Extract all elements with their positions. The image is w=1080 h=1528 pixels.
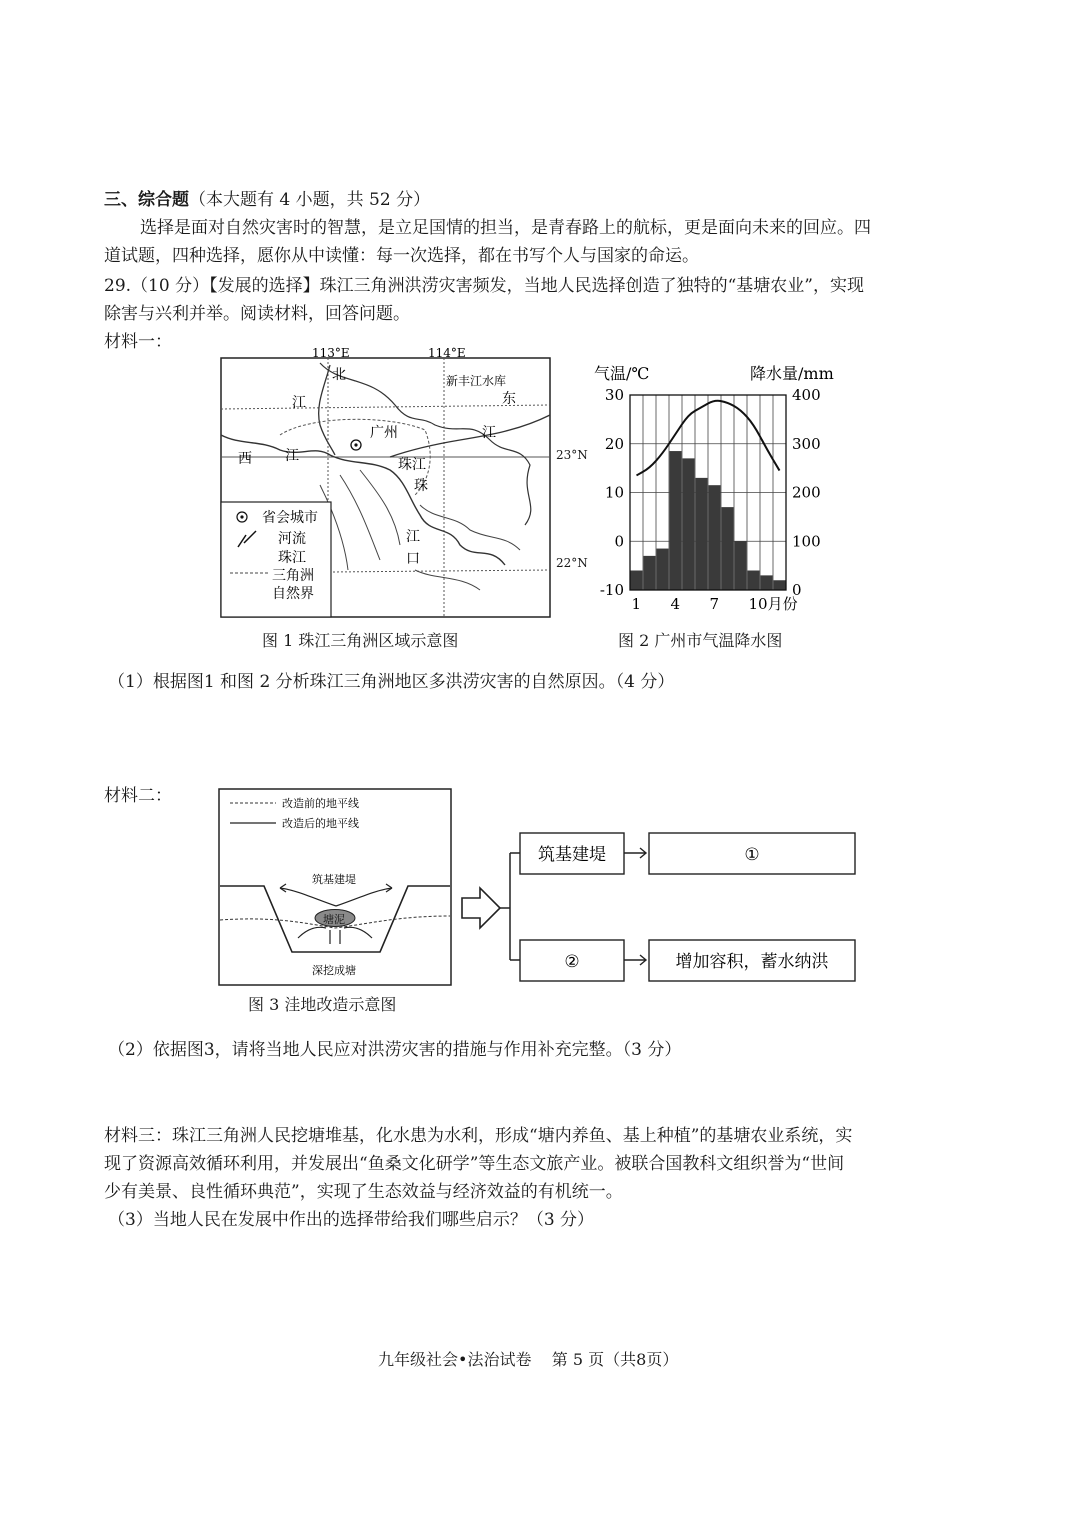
big-arrow-icon [462,888,500,928]
figure-1-caption: 图 1 珠江三角洲区域示意图 [262,631,459,650]
legend-delta-label-2: 自然界 [272,586,314,602]
zhujiang-label: 珠江 [398,457,426,473]
chart-right-tick: 200 [792,483,821,502]
bei-river-label: 江 [292,395,306,411]
precip-bar [722,507,734,590]
legend-before-label: 改造前的地平线 [282,797,359,810]
sub-question-1: （1）根据图1 和图 2 分析珠江三角洲地区多洪涝灾害的自然原因。（4 分） [108,672,675,692]
pond-mud-label: 塘泥 [323,913,345,926]
xi-river-label-1: 西 [238,451,252,467]
precip-bar [696,478,708,590]
intro-line-1: 选择是面对自然灾害时的智慧，是立足国情的担当，是青春路上的航标，更是面向未来的回应。四 [140,218,871,238]
guangzhou-dot [354,443,357,446]
legend-river-label-2: 珠江 [278,550,306,566]
box-effect-label: 增加容积，蓄水纳洪 [675,952,829,972]
material-1-label: 材料一： [104,332,172,352]
precip-bar [709,485,721,590]
chart-left-tick: 10 [604,483,624,502]
chart-left-tick: 0 [614,532,624,551]
chart-ylabel-right: 降水量/mm [750,364,834,383]
estuary-label-2: 江 [406,529,420,545]
legend-after-label: 改造后的地平线 [282,817,359,830]
material-3-line-1: 材料三：珠江三角洲人民挖塘堆基，化水患为水利，形成“塘内养鱼、基上种植”的基塘农业系统，实 [104,1126,853,1146]
lowland-diagram [218,788,858,988]
precip-bar [761,575,773,590]
chart-left-tick: -10 [599,581,624,599]
dong-river-label-2: 江 [482,425,496,441]
xi-river-label-2: 江 [285,448,299,464]
section-title: 三、综合题 [104,190,189,210]
chart-x-tick: 4 [670,595,681,613]
legend-river-label-1: 河流 [278,531,306,547]
material-3-line-3: 少有美景、良性循环典范”，实现了生态效益与经济效益的有机统一。 [104,1182,623,1202]
delta-map [220,345,552,620]
figure-2-caption: 图 2 广州市气温降水图 [618,631,783,650]
legend-delta-label-1: 三角洲 [272,568,314,584]
north-label: 北 [332,367,346,383]
build-bank-label: 筑基建堤 [312,873,356,886]
chart-right-tick: 0 [792,581,802,599]
intro-line-2: 道试题，四种选择，愿你从中读懂：每一次选择，都在书写个人与国家的命运。 [104,246,699,266]
climate-chart [590,355,845,620]
estuary-label-3: 口 [406,551,420,567]
precip-bar [735,541,747,590]
section-note: （本大题有 4 小题，共 52 分） [189,190,431,210]
chart-x-tick: 10月份 [748,595,798,613]
section-heading [104,186,430,214]
dong-river-label-1: 东 [502,391,516,407]
dig-pond-label: 深挖成塘 [312,964,356,977]
precip-bar [670,451,682,590]
precip-bar [657,549,669,590]
question-stem-2: 除害与兴利并举。阅读材料，回答问题。 [104,304,410,324]
box-build-bank-label: 筑基建堤 [538,845,606,865]
guangzhou-label: 广州 [370,425,398,441]
lat-label-22: 22°N [556,556,588,570]
precip-bar [683,458,695,590]
chart-right-tick: 300 [792,434,821,453]
question-stem-1: 29.（10 分）【发展的选择】珠江三角洲洪涝灾害频发，当地人民选择创造了独特的“基塘农业”，实现 [104,276,864,296]
material-2-label: 材料二： [104,786,172,806]
arrow-to-box-4 [624,955,646,965]
chart-left-tick: 30 [604,386,624,404]
precip-bar [748,571,760,591]
lon-label-114: 114°E [428,346,466,360]
legend-city-icon-dot [240,515,243,518]
chart-x-tick: 1 [631,595,642,613]
answer-box-1-label: ① [744,845,760,865]
sub-question-2: （2）依据图3，请将当地人民应对洪涝灾害的措施与作用补充完整。（3 分） [108,1040,682,1060]
material-3-line-2: 现了资源高效循环利用，并发展出“鱼桑文化研学”等生态文旅产业。被联合国教科文组织誉为“世间 [104,1154,845,1174]
reservoir-label: 新丰江水库 [446,374,507,388]
page-footer: 九年级社会•法治试卷 第 5 页（共8页） [378,1350,679,1369]
chart-x-tick: 7 [709,595,720,613]
lat-label-23: 23°N [556,448,588,462]
answer-box-2-label: ② [564,952,580,972]
precip-bar [644,556,656,590]
chart-left-tick: 20 [604,434,624,453]
precip-bar [774,580,786,590]
chart-ylabel-left: 气温/℃ [594,364,650,383]
branch-lines [500,853,520,960]
chart-right-tick: 100 [792,532,821,551]
estuary-label-1: 珠 [414,478,428,494]
chart-right-tick: 400 [792,386,821,404]
precip-bar [631,571,643,591]
sub-question-3: （3）当地人民在发展中作出的选择带给我们哪些启示？（3 分） [108,1210,595,1230]
lon-label-113: 113°E [312,346,350,360]
legend-city-label: 省会城市 [262,510,318,526]
figure-3-caption: 图 3 洼地改造示意图 [248,995,397,1014]
arrow-to-box-1 [624,848,646,858]
